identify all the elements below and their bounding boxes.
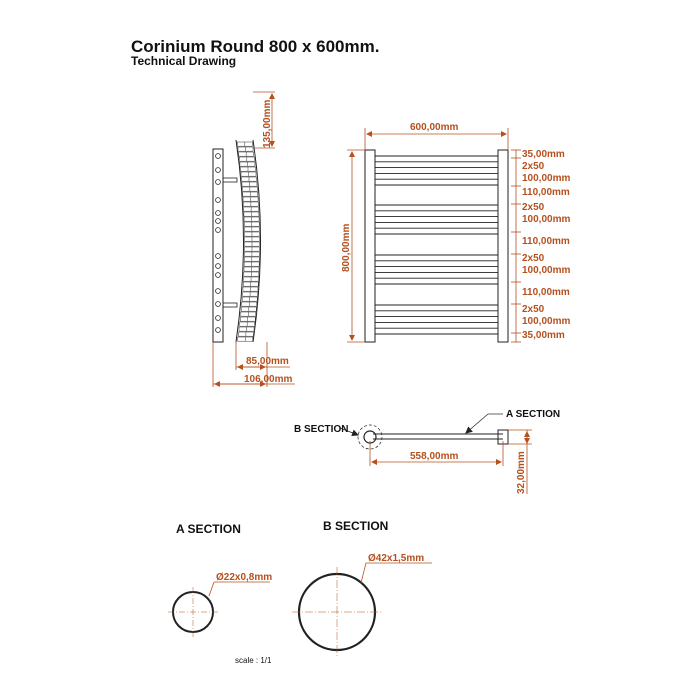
front-dim-width: 600,00mm <box>410 122 459 133</box>
page-subtitle: Technical Drawing <box>131 54 237 68</box>
wall-hole <box>216 273 221 278</box>
top-label-b: B SECTION <box>294 424 349 435</box>
wall-hole <box>216 168 221 173</box>
top-dim-depth: 32,00mm <box>516 451 527 494</box>
side-dim-outer: 106,00mm <box>244 374 293 385</box>
front-dim-height: 800,00mm <box>341 223 352 272</box>
spacing-label: 100,00mm <box>522 173 571 184</box>
top-dim-width: 558,00mm <box>410 451 459 462</box>
wall-hole <box>216 302 221 307</box>
spacing-label: 2x50 <box>522 304 545 315</box>
wall-hole <box>216 154 221 159</box>
side-dim-top: 135,00mm <box>262 99 273 148</box>
wall-hole <box>216 254 221 259</box>
spacing-label: 2x50 <box>522 202 545 213</box>
side-rails <box>237 142 259 341</box>
section-a-title: A SECTION <box>176 522 241 536</box>
wall-hole <box>216 328 221 333</box>
side-dim-inner: 85,00mm <box>246 356 289 367</box>
front-spacing-labels <box>522 149 570 341</box>
section-b <box>292 519 432 657</box>
spacing-label: 100,00mm <box>522 316 571 327</box>
spacing-label: 35,00mm <box>522 149 565 160</box>
wall-hole <box>216 180 221 185</box>
section-a <box>168 522 272 637</box>
wall-hole <box>216 289 221 294</box>
front-rails <box>375 156 498 334</box>
wall-hole <box>216 228 221 233</box>
section-b-title: B SECTION <box>323 519 389 533</box>
section-a-dim: Ø22x0,8mm <box>216 572 273 583</box>
front-view <box>341 122 570 342</box>
scale-note: scale : 1/1 <box>235 656 272 665</box>
spacing-label: 100,00mm <box>522 214 571 225</box>
side-view <box>213 92 295 387</box>
spacing-label: 2x50 <box>522 161 545 172</box>
wall-bracket-holes <box>216 154 221 333</box>
spacing-label: 110,00mm <box>522 187 570 198</box>
wall-hole <box>216 211 221 216</box>
spacing-label: 110,00mm <box>522 236 570 247</box>
spacing-label: 2x50 <box>522 253 545 264</box>
wall-hole <box>216 264 221 269</box>
wall-hole <box>216 316 221 321</box>
page-title: Corinium Round 800 x 600mm. <box>131 37 380 56</box>
spacing-label: 110,00mm <box>522 287 570 298</box>
top-label-a: A SECTION <box>506 409 561 420</box>
top-view <box>294 409 560 494</box>
wall-hole <box>216 198 221 203</box>
wall-hole <box>216 219 221 224</box>
spacing-label: 100,00mm <box>522 265 571 276</box>
section-b-dim: Ø42x1,5mm <box>368 553 425 564</box>
spacing-label: 35,00mm <box>522 330 565 341</box>
